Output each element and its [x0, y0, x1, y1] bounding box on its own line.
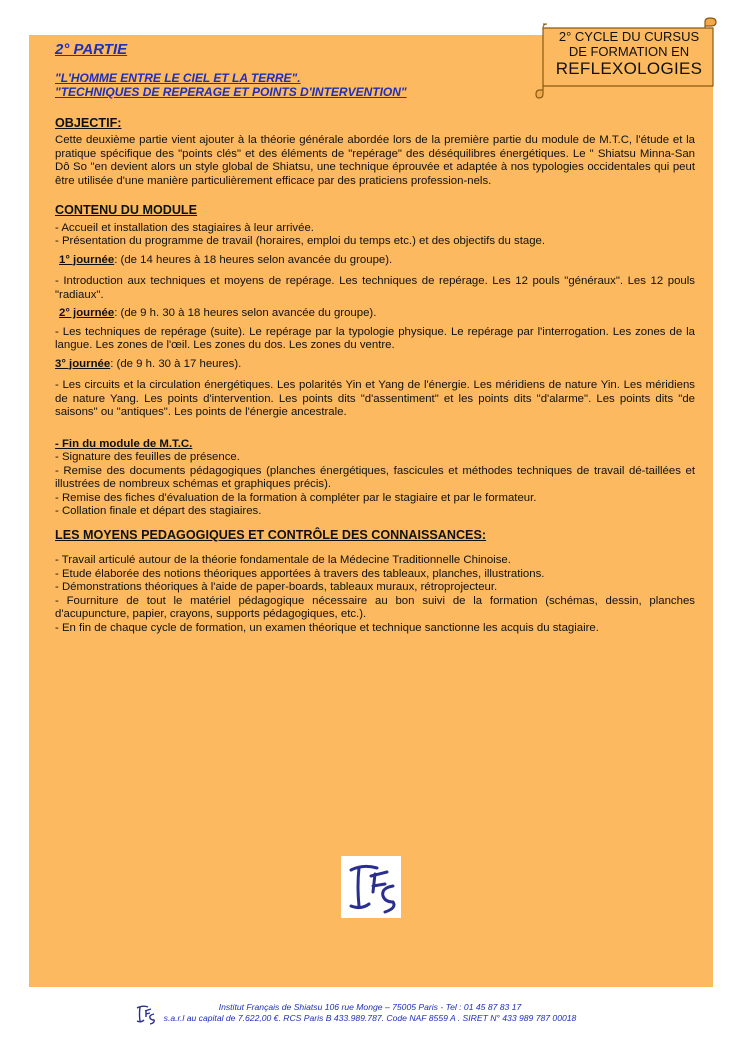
subtitle-2: "TECHNIQUES DE REPERAGE ET POINTS D'INTERVENTION": [55, 84, 407, 99]
day-3-line: [55, 358, 695, 372]
day-1-label: 1° journée: [59, 253, 115, 266]
moyens-item: - En fin de chaque cycle de formation, un examen théorique et technique sanctionne les acquis du stagiaire.: [55, 621, 599, 634]
day-1-time: : (de 14 heures à 18 heures selon avancée du groupe).: [114, 253, 393, 266]
day-2-line: [55, 307, 695, 321]
day-2-time: : (de 9 h. 30 à 18 heures selon avancée du groupe).: [114, 307, 377, 319]
moyens-item: - Travail articulé autour de la théorie fondamentale de la Médecine Traditionnelle Chinoise.: [55, 554, 511, 566]
moyens-heading: LES MOYENS PEDAGOGIQUES ET CONTRÔLE DES CONNAISSANCES:: [55, 527, 487, 542]
main-content: [55, 40, 695, 635]
day-3-label: 3° journée: [55, 357, 111, 370]
day-3-text: - Les circuits et la circulation énergétiques. Les polarités Yin et Yang de l'énergie. Les méridiens de nature Yin. Les méridiens de nature Yang. Les points d'intervention. Les points dits "d'assentiment" et les points dits "d'alarme". Les points dits "de saisons" ou "antiques". Les points de l'énergie ancestrale.: [55, 379, 695, 418]
fin-item: - Remise des documents pédagogiques (planches énergétiques, fascicules et méthodes techniques de travail dé-taillées et illustrées de nombreux schémas et graphiques précis).: [55, 464, 695, 490]
objectif-heading: OBJECTIF:: [55, 115, 122, 130]
footer: [0, 1002, 740, 1024]
fin-item: - Remise des fiches d'évaluation de la formation à compléter par le stagiaire et par le formateur.: [55, 491, 537, 504]
ifs-logo-icon: [341, 856, 401, 918]
fin-heading-label: - Fin du module de M.T.C.: [55, 437, 193, 450]
fin-item: - Signature des feuilles de présence.: [55, 451, 240, 463]
day-1-text: - Introduction aux techniques et moyens de repérage. Les techniques de repérage. Les 12 pouls "généraux". Les 12 pouls "radiaux".: [55, 275, 695, 301]
day-2-text: - Les techniques de repérage (suite). Le repérage par la typologie physique. Le repérage par l'interrogation. Les zones de la langue. Les zones de l'œil. Les zones du dos. Les zones du ventre.: [55, 325, 695, 351]
contenu-intro-1: - Accueil et installation des stagiaires à leur arrivée.: [55, 221, 314, 234]
subtitle-1: "L'HOMME ENTRE LE CIEL ET LA TERRE".: [55, 70, 301, 85]
banner-line-2: DE FORMATION EN: [568, 44, 690, 59]
contenu-intro-2: - Présentation du programme de travail (horaires, emploi du temps etc.) et des objectifs du stage.: [55, 235, 546, 247]
objectif-text: Cette deuxième partie vient ajouter à la théorie générale abordée lors de la première partie du module de M.T.C, l'étude et la pratique spécifique des "points clés" et des éléments de "repérage" des déséquilibres énergétiques. Le " Shiatsu Minna-San Dô So "en devient alors un style global de Shiatsu, une technique éprouvée et adaptée à nos typologies occidentales qui peut être utilisée d'une manière particulièrement efficace par des praticiens profession-nels.: [55, 134, 695, 187]
part-title: 2° PARTIE: [55, 41, 128, 58]
banner-line-1: 2° CYCLE DU CURSUS: [558, 29, 700, 44]
day-1-line: [55, 254, 695, 268]
fin-heading: [55, 438, 695, 452]
moyens-item: - Démonstrations théoriques à l'aide de paper-boards, tableaux muraux, rétroprojecteur.: [55, 581, 498, 593]
banner-line-3: REFLEXOLOGIES: [555, 59, 703, 78]
day-2-label: 2° journée: [59, 307, 115, 319]
contenu-heading: CONTENU DU MODULE: [55, 203, 198, 217]
footer-line-2: s.a.r.l au capital de 7.622,00 €. RCS Paris B 433.989.787. Code NAF 8559 A . SIRET N° 433 989 787 00018: [163, 1013, 577, 1023]
moyens-item: - Etude élaborée des notions théoriques apportées à travers des tableaux, planches, illustrations.: [55, 567, 545, 580]
fin-item: - Collation finale et départ des stagiaires.: [55, 505, 262, 517]
footer-line-1: Institut Français de Shiatsu 106 rue Monge – 75005 Paris - Tel : 01 45 87 83 17: [218, 1002, 522, 1012]
day-3-time: : (de 9 h. 30 à 17 heures).: [110, 357, 242, 370]
moyens-item: - Fourniture de tout le matériel pédagogique nécessaire au bon suivi de la formation (schémas, dessin, planches d'acupuncture, papier, crayons, supports pédagogiques, etc.).: [55, 594, 695, 620]
